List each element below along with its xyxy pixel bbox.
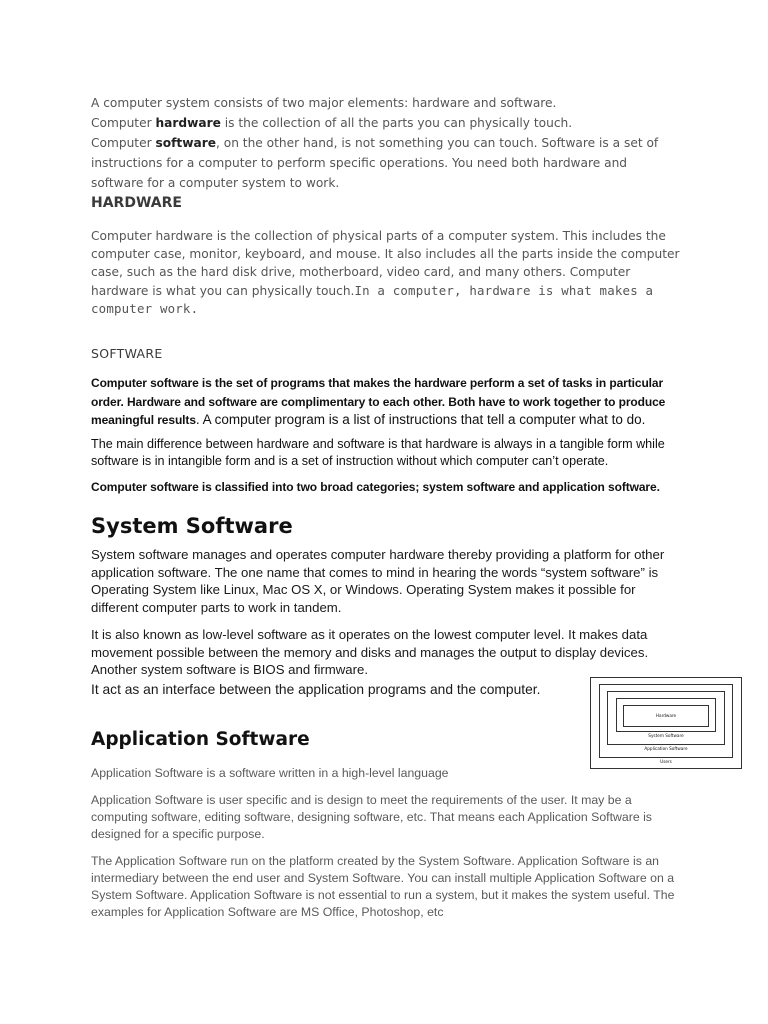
application-software-label: Application Software <box>644 746 688 751</box>
system-software-para-3: It act as an interface between the application programs and the computer. <box>91 682 541 697</box>
system-software-heading: System Software <box>91 514 293 538</box>
users-label: Users <box>660 759 672 764</box>
classification-paragraph: Computer software is classified into two broad categories; system software and application software. <box>91 480 660 494</box>
application-software-para-3: The Application Software run on the platform created by the System Software. Application Software is an intermediary between the end user and System Software. You can install multiple Application Software on a System Software. Application Software is not essential to run a system, but it makes the system useful. The examples for Application Software are MS Office, Photoshop, etc <box>91 854 675 919</box>
hardware-body-text: Computer hardware is the collection of physical parts of a computer system. This includes the computer case, monitor, keyboard, and mouse. It also includes all the parts inside the computer case, such as the hard disk drive, motherboard, video card, and many others. Computer hardware is what you can physically touch. <box>91 229 680 298</box>
hardware-body <box>91 227 681 318</box>
system-software-para-1: System software manages and operates computer hardware thereby providing a platform for other application software. The one name that comes to mind in hearing the words “system software” is Operating System like Linux, Mac OS X, or Windows. Operating System makes it possible for different computer parts to work in tandem. <box>91 547 665 615</box>
difference-paragraph: The main difference between hardware and software is that hardware is always in a tangible form while software is in intangible form and is a set of instruction without which computer can’t operate. <box>91 437 665 468</box>
software-definition <box>91 374 671 430</box>
intro-section <box>91 93 681 193</box>
intro-line-2 <box>91 113 681 133</box>
hardware-body-mono: In a computer, hardware is what makes a computer work. <box>91 282 654 316</box>
system-software-para-2: It is also known as low-level software as it operates on the lowest computer level. It makes data movement possible between the memory and disks and manages the output to display devices. Another system software is BIOS and firmware. <box>91 627 649 677</box>
software-term: software <box>155 136 216 150</box>
application-software-para-2: Application Software is user specific and is design to meet the requirements of the user. It may be a computing software, editing software, designing software, etc. That means each Application Software is designed for a specific purpose. <box>91 793 652 841</box>
intro-line-3-post: , on the other hand, is not something you can touch. Software is a set of instructions for a computer to perform specific operations. You need both hardware and software for a computer system to work. <box>91 136 659 190</box>
intro-line-1: A computer system consists of two major elements: hardware and software. <box>91 96 557 110</box>
application-software-heading: Application Software <box>91 729 310 750</box>
hardware-heading: HARDWARE <box>91 195 182 211</box>
software-heading: SOFTWARE <box>91 346 163 361</box>
system-software-label: System Software <box>648 733 684 738</box>
hardware-label: Hardware <box>655 713 677 718</box>
intro-line-3-pre: Computer <box>91 136 156 150</box>
hardware-term: hardware <box>155 116 221 130</box>
application-software-para-1: Application Software is a software written in a high-level language <box>91 766 449 780</box>
intro-line-3 <box>91 133 681 193</box>
software-layers-figure <box>590 677 742 769</box>
software-definition-tail: . A computer program is a list of instructions that tell a computer what to do. <box>195 412 646 427</box>
software-definition-bold: Computer software is the set of programs that makes the hardware perform a set of tasks in particular order. Hardware and software are complimentary to each other. Both have to work together to produce meaningful results <box>91 376 666 427</box>
intro-line-2-post: is the collection of all the parts you can physically touch. <box>220 116 573 130</box>
intro-line-2-pre: Computer <box>91 116 156 130</box>
